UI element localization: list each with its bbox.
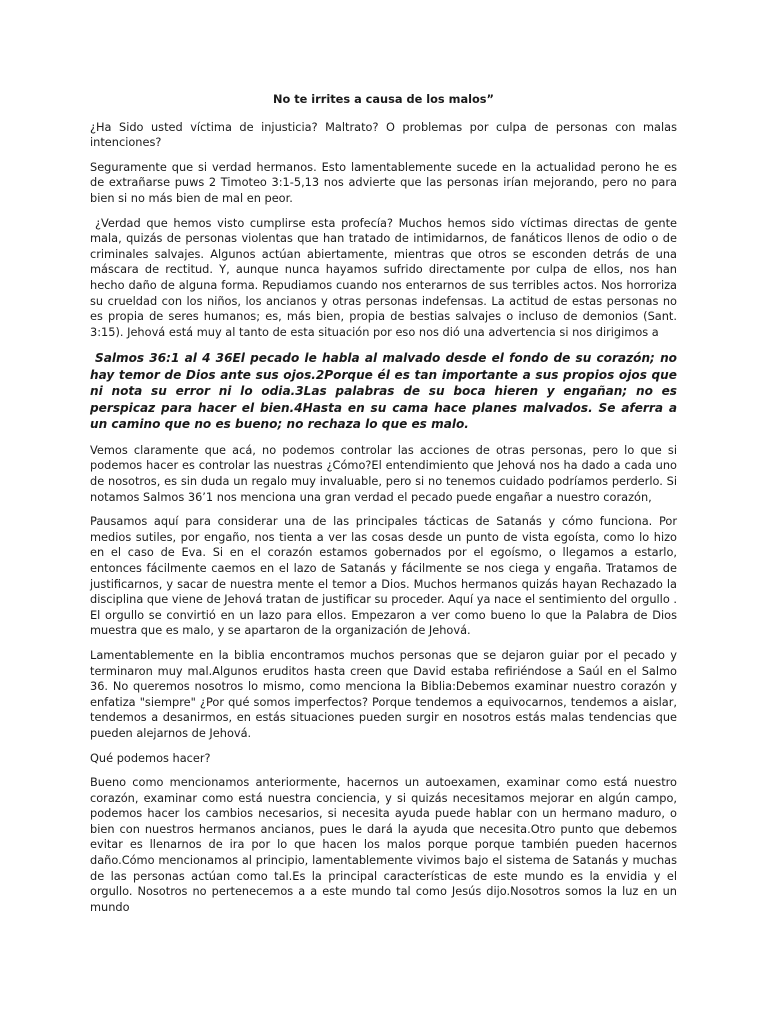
paragraph-bible-examples: Lamentablemente en la biblia encontramos muchos personas que se dejaron guiar por el pecado y terminaron muy mal.Algunos eruditos hasta creen que David estaba refiriéndose a Saúl en el Salmo 36. No queremos nosotros lo mismo, como menciona la Biblia:Debemos examinar nuestro corazón y enfatiza "siempre" ¿Por qué somos imperfectos? Porque tendemos a equivocarnos, tendemos a aislar, tendemos a desanirmos, en estás situaciones pueden surgir en nosotros estás malas tendencias que pueden alejarnos de Jehová. bbox=[90, 647, 677, 740]
document-title: No te irrites a causa de los malos” bbox=[272, 92, 494, 106]
paragraph-prophecy: ¿Verdad que hemos visto cumplirse esta profecía? Muchos hemos sido víctimas directas de gente mala, quizás de personas violentas que han tratado de intimidarnos, de fanáticos llenos de odio o de criminales salvajes. Algunos actúan abiertamente, mientras que otros se esconden detrás de una máscara de rectitud. Y, aunque nunca hayamos sufrido directamente por culpa de ellos, nos han hecho daño de alguna forma. Repudiamos cuando nos enterarnos de sus terribles actos. Nos horroriza su crueldad con los niños, los ancianos y otras personas indefensas. La actitud de estas personas no es propia de seres humanos; es, más bien, propia de bestias salvajes o incluso de demonios (Sant. 3:15). Jehová está muy al tanto de esta situación por eso nos dió una advertencia si nos dirigimos a bbox=[90, 215, 677, 339]
paragraph-self-exam: Bueno como mencionamos anteriormente, hacernos un autoexamen, examinar como está nuestro corazón, examinar como está nuestra conciencia, y si quizás necesitamos mejorar en algún campo, podemos hacer los cambios necesarios, si necesita ayuda puede hablar con un hermano maduro, o bien con nuestros hermanos ancianos, pues le dará la ayuda que necesita.Otro punto que debemos evitar es llenarnos de ira por lo que hacen los malos porque porque también pueden hacernos daño.Cómo mencionamos al principio, lamentablemente vivimos bajo el sistema de Satanás y muchas de las personas actúan como tal.Es la principal características de este mundo es la envidia y el orgullo. Nosotros no pertenecemos a a este mundo tal como Jesús dijo.Nosotros somos la luz en un mundo bbox=[90, 775, 677, 914]
paragraph-control-actions: Vemos claramente que acá, no podemos controlar las acciones de otras personas, pero lo que si podemos hacer es controlar las nuestras ¿Cómo?El entendimiento que Jehová nos ha dado a cada uno de nosotros, es sin duda un regalo muy invaluable, pero si no tenemos cuidado podríamos perderlo. Si notamos Salmos 36’1 nos menciona una gran verdad el pecado puede engañar a nuestro corazón, bbox=[90, 442, 677, 504]
psalm-quote: Salmos 36:1 al 4 36El pecado le habla al malvado desde el fondo de su corazón; no hay temor de Dios ante sus ojos.2Porque él es tan importante a sus propios ojos que ni nota su error ni lo odia.3Las palabras de su boca hieren y engañan; no es perspicaz para hacer el bien.4Hasta en su cama hace planes malvados. Se aferra a un camino que no es bueno; no rechaza lo que es malo. bbox=[90, 351, 677, 432]
document-page bbox=[90, 92, 677, 924]
paragraph-satan-tactics: Pausamos aquí para considerar una de las principales tácticas de Satanás y cómo funciona. Por medios sutiles, por engaño, nos tienta a ver las cosas desde un punto de vista egoísta, como lo hizo en el caso de Eva. Si en el corazón estamos gobernados por el egoísmo, o llegamos a estarlo, entonces fácilmente caemos en el lazo de Satanás y fácilmente se nos ciega y engaña. Tratamos de justificarnos, y sacar de nuestra mente el temor a Dios. Muchos hermanos quizás hayan Rechazado la disciplina que viene de Jehová tratan de justificar su proceder. Aquí ya nace el sentimiento del orgullo . El orgullo se convirtió en un lazo para ellos. Empezaron a ver como bueno lo que la Palabra de Dios muestra que es malo, y se apartaron de la organización de Jehová. bbox=[90, 514, 677, 638]
paragraph-intro-question: ¿Ha Sido usted víctima de injusticia? Maltrato? O problemas por culpa de personas con malas intenciones? bbox=[90, 119, 677, 150]
paragraph-what-to-do: Qué podemos hacer? bbox=[90, 750, 211, 765]
paragraph-timoteo: Seguramente que si verdad hermanos. Esto lamentablemente sucede en la actualidad perono he es de extrañarse puws 2 Timoteo 3:1-5,13 nos advierte que las personas irían mejorando, pero no para bien si no más bien de mal en peor. bbox=[90, 159, 677, 205]
